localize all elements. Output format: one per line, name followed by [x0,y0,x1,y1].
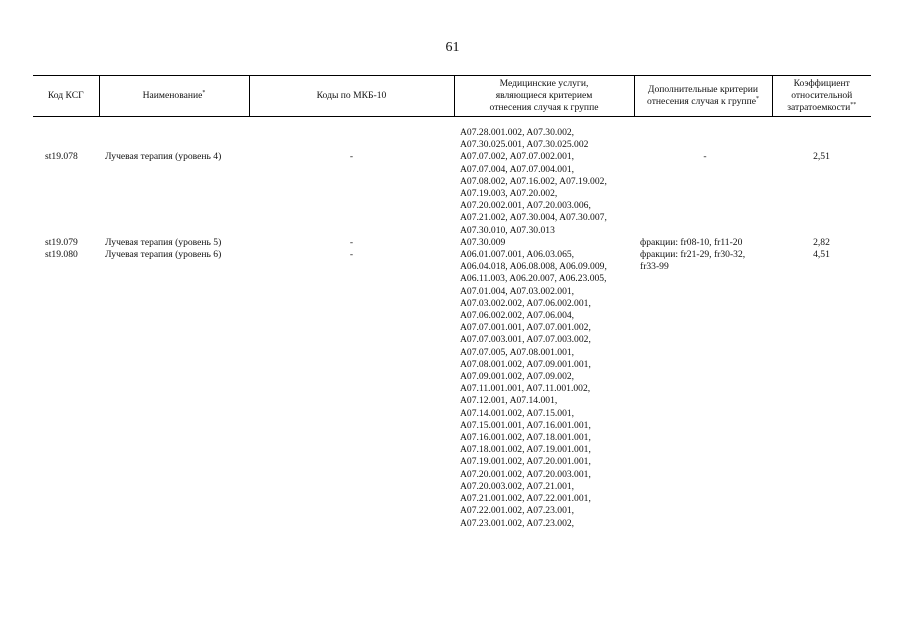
service-codes-line: A07.23.001.002, A07.23.002, [460,517,575,529]
header-additional-text: отнесения случая к группе [647,96,756,107]
service-codes-line: A07.30.009 [460,236,506,248]
service-codes-line: A07.15.001.001, A07.16.001.001, [460,419,591,431]
service-codes-line: A07.28.001.002, A07.30.002, [460,127,575,138]
mkb-codes-cell [249,151,454,236]
header-code-label: Код КСГ [47,89,84,101]
page-number: 61 [445,40,460,55]
service-codes-line: A07.19.003, A07.20.002, [460,188,558,200]
header-coef [772,76,871,117]
service-codes-line: A07.07.002, A07.07.002.001, [460,151,575,163]
service-codes-line: A07.21.001.002, A07.22.001.001, [460,493,591,505]
additional-criteria-line: fr33-99 [640,261,669,273]
service-codes-line: A07.21.002, A07.30.004, A07.30.007, [460,212,607,224]
ksg-name-cell [99,237,249,249]
additional-criteria-cell [634,249,772,530]
header-services-line: являющиеся критерием [495,89,593,101]
spacer-row [33,117,871,128]
header-additional-footnote-mark: * [755,95,759,102]
table-row [33,249,871,530]
additional-criteria-line: фракции: fr21-29, fr30-32, [640,249,746,261]
ksg-code: st19.078 [45,151,78,163]
services-cell [454,151,634,236]
header-coef-text: затратоемкости [787,102,851,114]
ksg-code-cell [33,151,99,236]
service-codes-line: A06.01.007.001, A06.03.065, [460,249,575,261]
service-codes-line: A07.08.002, A07.16.002, A07.19.002, [460,175,607,187]
service-codes-line: A07.20.002.001, A07.20.003.006, [460,200,591,212]
header-name [99,76,249,117]
additional-criteria-cell [634,151,772,236]
header-coef-line: Коэффициент [793,77,850,89]
header-name-footnote-mark: * [202,89,206,96]
ksg-code-cell [33,237,99,249]
header-name-label: Наименование [142,89,203,101]
service-codes-line: A07.20.003.002, A07.21.001, [460,480,575,492]
additional-criteria-line: фракции: fr08-10, fr11-20 [640,236,743,248]
service-codes-line: A07.20.001.002, A07.20.003.001, [460,468,591,480]
header-mkb-label: Коды по МКБ-10 [316,89,387,101]
header-additional-line [637,96,770,108]
coefficient-value: 4,51 [813,249,830,261]
service-codes-line: A07.18.001.002, A07.19.001.001, [460,444,591,456]
service-codes-line: A07.09.001.002, A07.09.002, [460,371,575,383]
service-codes-line: A06.04.018, A06.08.008, A06.09.009, [460,261,607,273]
ksg-name-cell [99,151,249,236]
additional-criteria-line: - [703,151,707,163]
ksg-name: Лучевая терапия (уровень 4) [105,151,222,163]
service-codes-line: A07.07.005, A07.08.001.001, [460,346,575,358]
ksg-name: Лучевая терапия (уровень 5) [105,236,222,248]
ksg-code-cell [33,249,99,530]
service-codes-line: A07.08.001.002, A07.09.001.001, [460,358,591,370]
service-codes-line: A07.19.001.002, A07.20.001.001, [460,456,591,468]
header-services-line: Медицинские услуги, [499,77,589,89]
mkb-codes: - [349,236,354,248]
coefficient-value: 2,82 [813,236,830,248]
header-services [454,76,634,117]
continuation-services-cell [454,127,634,151]
service-codes-line: A07.06.002.002, A07.06.004, [460,310,575,322]
service-codes-line: A07.14.001.002, A07.15.001, [460,407,575,419]
service-codes-line: A07.16.001.002, A07.18.001.001, [460,432,591,444]
mkb-codes: - [349,151,354,163]
ksg-name-cell [99,249,249,530]
service-codes-line: A07.07.004, A07.07.004.001, [460,163,575,175]
header-code [33,76,99,117]
service-codes-line: A07.30.025.001, A07.30.025.002 [460,139,589,151]
header-mkb [249,76,454,117]
table-header-row [33,76,871,117]
header-additional-line: Дополнительные критерии [647,83,759,95]
services-cell [454,249,634,530]
table-row [33,151,871,236]
coefficient-cell [772,249,871,530]
mkb-codes: - [349,249,354,261]
ksg-table [33,75,871,530]
header-coef-line: относительной [791,89,853,101]
service-codes-line: A07.03.002.002, A07.06.002.001, [460,297,591,309]
services-cell [454,237,634,249]
service-codes-line: A07.11.001.001, A07.11.001.002, [460,383,591,395]
service-codes-line: A07.01.004, A07.03.002.001, [460,285,575,297]
ksg-code: st19.079 [45,236,78,248]
coefficient-cell [772,151,871,236]
mkb-codes-cell [249,237,454,249]
service-codes-line: A07.30.010, A07.30.013 [460,224,555,236]
header-services-line: отнесения случая к группе [489,102,599,114]
header-coef-line [775,102,870,114]
service-codes-line: A07.22.001.002, A07.23.001, [460,505,575,517]
service-codes-line: A07.12.001, A07.14.001, [460,395,558,407]
service-codes-line: A07.07.003.001, A07.07.003.002, [460,334,591,346]
additional-criteria-cell [634,237,772,249]
coefficient-value: 2,51 [813,151,830,163]
table-row [33,237,871,249]
coefficient-cell [772,237,871,249]
service-codes-line: A07.07.001.001, A07.07.001.002, [460,322,591,334]
header-additional [634,76,772,117]
mkb-codes-cell [249,249,454,530]
service-codes-line: A06.11.003, A06.20.007, A06.23.005, [460,273,607,285]
continuation-row [33,127,871,151]
header-coef-footnote-mark: ** [850,101,857,108]
ksg-code: st19.080 [45,249,78,261]
ksg-name: Лучевая терапия (уровень 6) [105,249,222,261]
